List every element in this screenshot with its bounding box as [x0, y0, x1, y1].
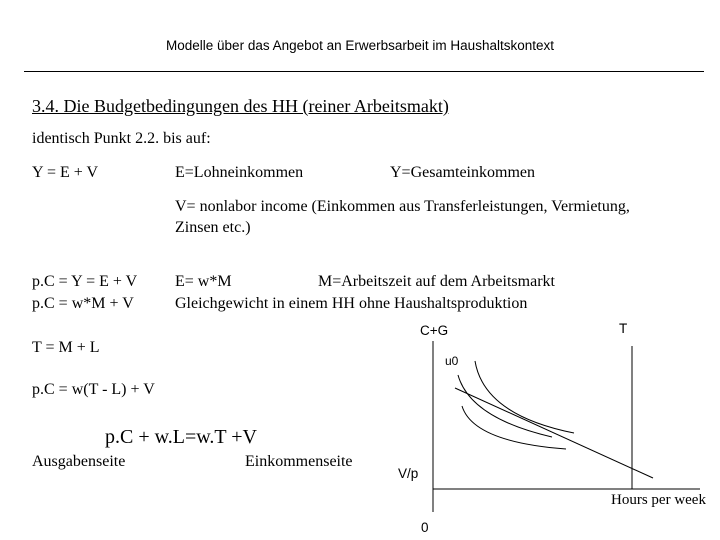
definition-y: Y=Gesamteinkommen	[390, 164, 535, 181]
equation-pc-1: p.C = Y = E + V	[32, 273, 138, 290]
equation-income: Y = E + V	[32, 164, 99, 181]
equation-pc-3: p.C = w(T - L) + V	[32, 381, 155, 398]
chart-t-label: T	[619, 321, 628, 336]
definition-e2: E= w*M	[175, 273, 232, 290]
definition-m: M=Arbeitszeit auf dem Arbeitsmarkt	[318, 273, 555, 290]
label-income-side: Einkommenseite	[245, 453, 353, 470]
chart-u0-label: u0	[445, 354, 459, 368]
indifference-curve-1	[475, 361, 574, 433]
page-header: Modelle über das Angebot an Erwerbsarbeit im Haushaltskontext	[166, 38, 554, 53]
equation-pc-2: p.C = w*M + V	[32, 295, 134, 312]
section-title: 3.4. Die Budgetbedingungen des HH (reiner Arbeitsmakt)	[32, 96, 449, 116]
label-expenditure-side: Ausgabenseite	[32, 453, 126, 470]
equation-time: T = M + L	[32, 339, 100, 356]
budget-line	[455, 388, 653, 478]
equation-main: p.C + w.L=w.T +V	[105, 426, 257, 448]
definition-v-line2: Zinsen etc.)	[175, 219, 251, 236]
chart-y-label: C+G	[420, 323, 449, 338]
chart-v-over-p-label: V/p	[398, 466, 419, 481]
definition-e: E=Lohneinkommen	[175, 164, 304, 181]
chart-origin-label: 0	[421, 520, 429, 535]
chart-x-label: Hours per week	[611, 492, 706, 508]
equilibrium-caption: Gleichgewicht in einem HH ohne Haushaltsproduktion	[175, 295, 528, 312]
intro-text: identisch Punkt 2.2. bis auf:	[32, 130, 211, 147]
definition-v-line1: V= nonlabor income (Einkommen aus Transferleistungen, Vermietung,	[175, 198, 630, 215]
